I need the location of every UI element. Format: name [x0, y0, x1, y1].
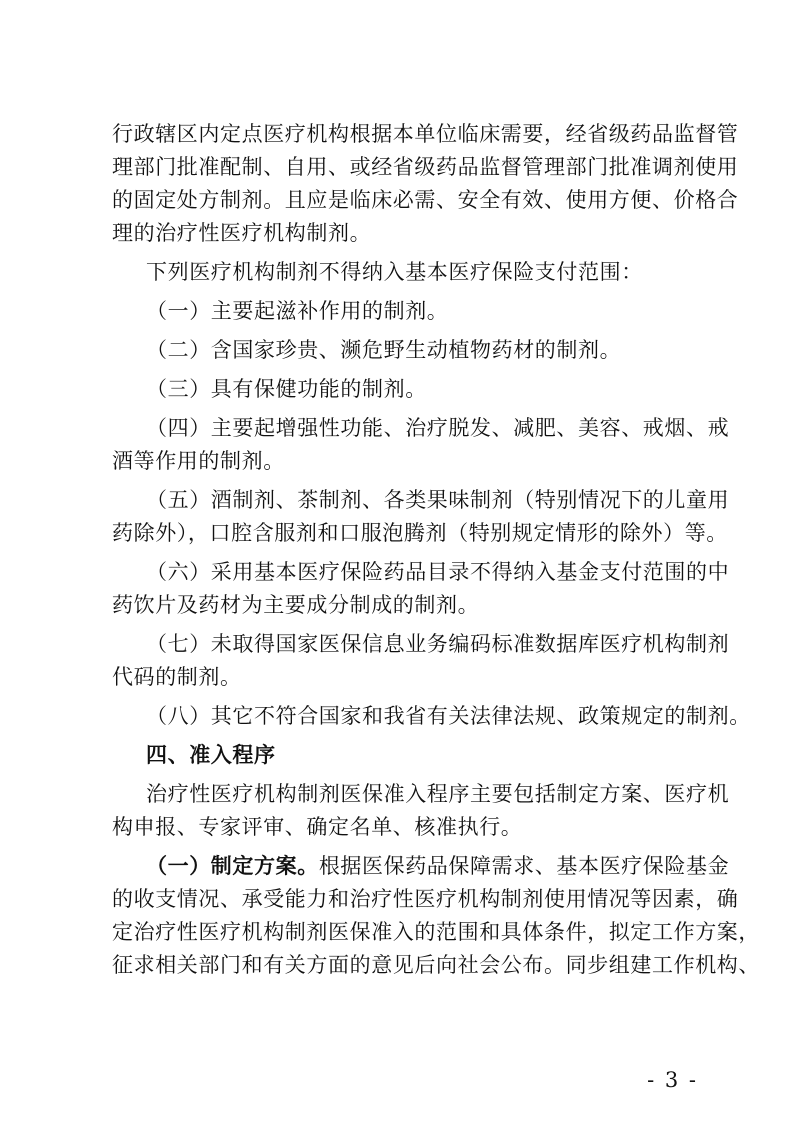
exclusion-list — [112, 295, 751, 733]
list-item-1: （一）主要起滋补作用的制剂。 — [146, 299, 449, 323]
text-line: 的收支情况、承受能力和治疗性医疗机构制剂使用情况等因素，确 — [112, 887, 739, 911]
paragraph-continuation — [112, 118, 739, 250]
text-line: 的固定处方制剂。且应是临床必需、安全有效、使用方便、价格合 — [112, 188, 739, 212]
list-item-4-cont: 酒等作用的制剂。 — [112, 449, 285, 473]
step-one-paragraph — [112, 850, 760, 982]
list-item-3: （三）具有保健功能的制剂。 — [146, 377, 427, 401]
list-item-5-cont: 药除外），口腔含服剂和口服泡腾剂（特别规定情形的除外）等。 — [112, 521, 728, 545]
text-line: 理的治疗性医疗机构制剂。 — [112, 221, 372, 245]
page-number: - 3 - — [647, 1068, 698, 1092]
text-line: 定治疗性医疗机构制剂医保准入的范围和具体条件，拟定工作方案， — [112, 920, 760, 944]
text-line: 征求相关部门和有关方面的意见后向社会公布。同步组建工作机构、 — [112, 953, 760, 977]
section-heading: 四、准入程序 — [146, 743, 276, 767]
text-line: 构申报、专家评审、确定名单、核准执行。 — [112, 815, 523, 839]
procedure-paragraph — [112, 778, 730, 844]
list-item-7-cont: 代码的制剂。 — [112, 665, 242, 689]
list-item-7: （七）未取得国家医保信息业务编码标准数据库医疗机构制剂 — [146, 632, 730, 656]
document-page — [112, 118, 760, 982]
step-one-first-line — [112, 850, 730, 883]
list-item-6-cont: 药饮片及药材为主要成分制成的制剂。 — [112, 593, 480, 617]
list-item-2: （二）含国家珍贵、濒危野生动植物药材的制剂。 — [146, 338, 622, 362]
text-line: 理部门批准配制、自用、或经省级药品监督管理部门批准调剂使用 — [112, 155, 739, 179]
list-item-4: （四）主要起增强性功能、治疗脱发、减肥、美容、戒烟、戒 — [146, 416, 730, 440]
step-one-title: （一）制定方案。 — [146, 854, 319, 878]
list-item-8: （八）其它不符合国家和我省有关法律法规、政策规定的制剂。 — [146, 704, 751, 728]
text-line: 治疗性医疗机构制剂医保准入程序主要包括制定方案、医疗机 — [146, 782, 730, 806]
text-line: 行政辖区内定点医疗机构根据本单位临床需要，经省级药品监督管 — [112, 122, 739, 146]
list-item-5: （五）酒制剂、茶制剂、各类果味制剂（特别情况下的儿童用 — [146, 488, 730, 512]
exclusion-intro: 下列医疗机构制剂不得纳入基本医疗保险支付范围： — [146, 260, 643, 284]
list-item-6: （六）采用基本医疗保险药品目录不得纳入基金支付范围的中 — [146, 560, 730, 584]
step-one-text: 根据医保药品保障需求、基本医疗保险基金 — [318, 854, 730, 878]
